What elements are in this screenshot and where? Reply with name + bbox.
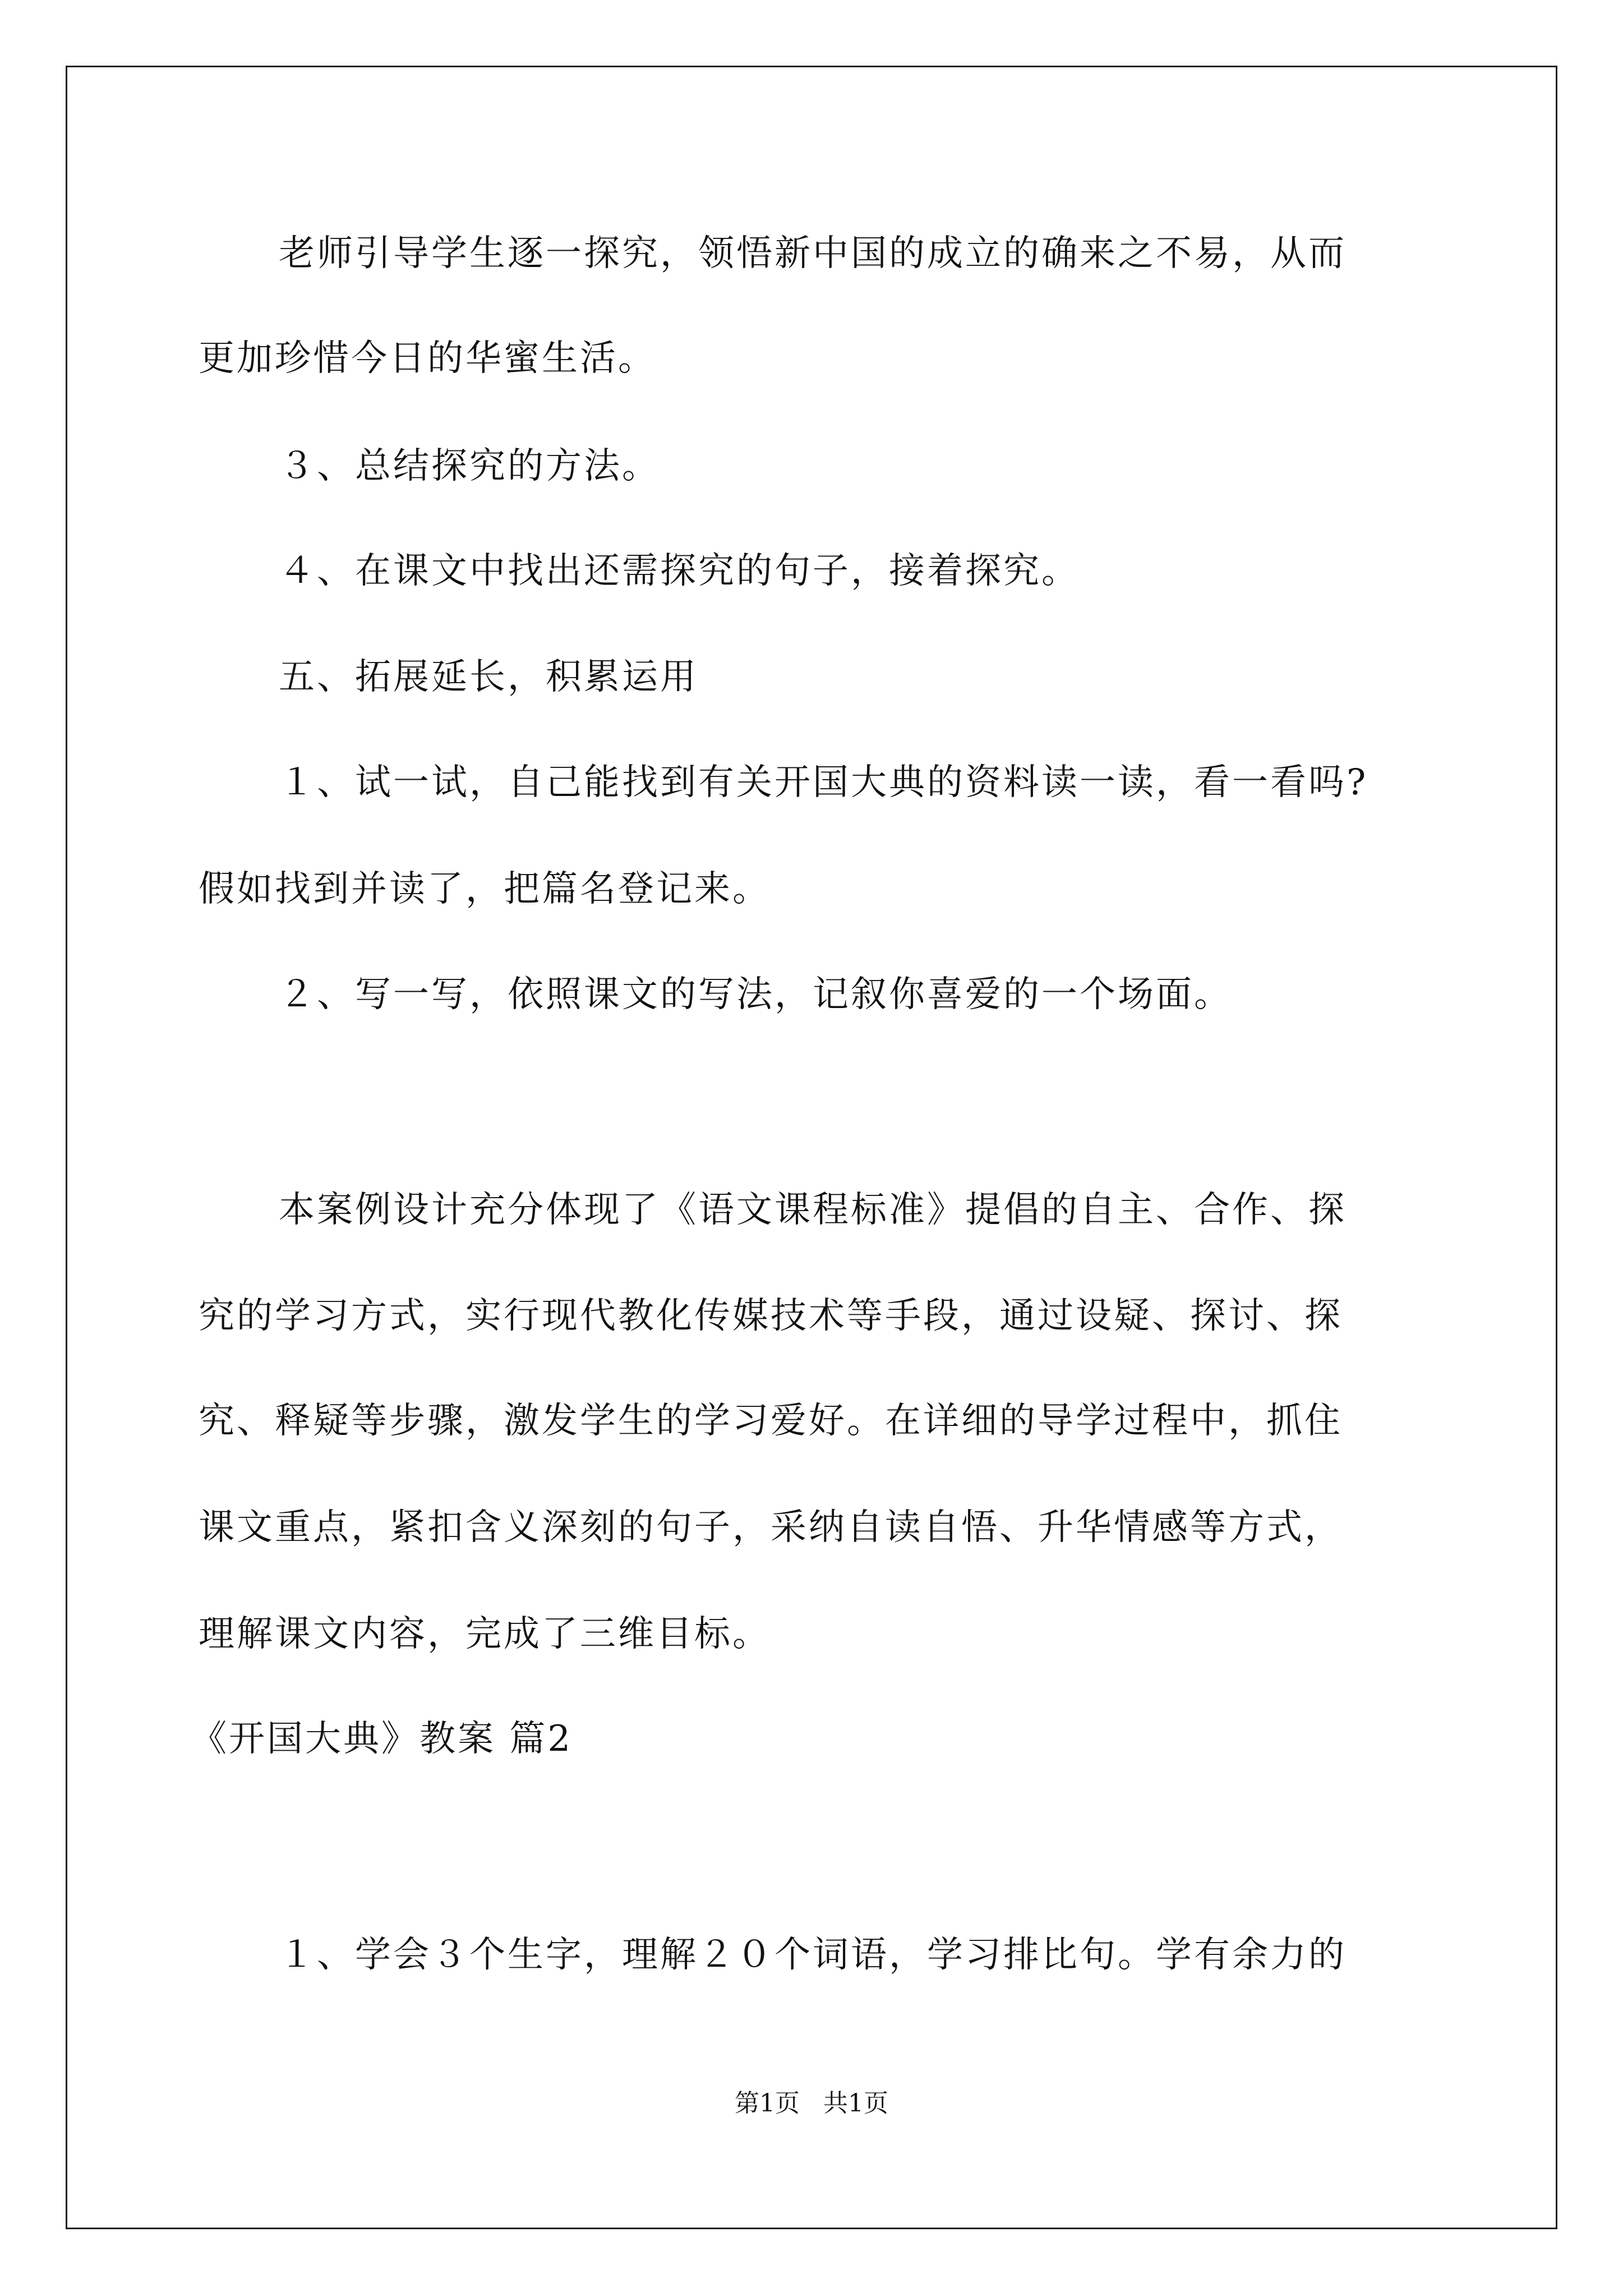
- paragraph-line: 课文重点，紧扣含义深刻的句子，采纳自读自悟、升华情感等方式，: [199, 1507, 1343, 1548]
- list-item: １、学会３个生字，理解２０个词语，学习排比句。学有余力的: [279, 1934, 1347, 1976]
- paragraph-line: 老师引导学生逐一探究，领悟新中国的成立的确来之不易，从而: [279, 233, 1347, 274]
- list-item: ３、总结探究的方法。: [279, 445, 660, 487]
- list-item: ２、写一写，依照课文的写法，记叙你喜爱的一个场面。: [279, 974, 1232, 1015]
- page-border: [66, 66, 1557, 2229]
- section-heading: 五、拓展延长，积累运用: [279, 656, 698, 698]
- paragraph-line: 假如找到并读了，把篇名登记来。: [199, 868, 771, 910]
- list-item: ４、在课文中找出还需探究的句子，接着探究。: [279, 550, 1080, 592]
- page-footer: 第1页 共1页: [735, 2089, 888, 2118]
- paragraph-line: 理解课文内容，完成了三维目标。: [199, 1613, 771, 1655]
- section-title: 《开国大典》教案 篇2: [191, 1718, 573, 1760]
- paragraph-line: 究的学习方式，实行现代教化传媒技术等手段，通过设疑、探讨、探: [199, 1295, 1343, 1337]
- paragraph-line: 究、释疑等步骤，激发学生的学习爱好。在详细的导学过程中，抓住: [199, 1400, 1343, 1442]
- paragraph-line: 本案例设计充分体现了《语文课程标准》提倡的自主、合作、探: [279, 1189, 1347, 1231]
- paragraph-line: 更加珍惜今日的华蜜生活。: [199, 338, 656, 379]
- list-item: １、试一试，自己能找到有关开国大典的资料读一读，看一看吗?: [279, 762, 1368, 803]
